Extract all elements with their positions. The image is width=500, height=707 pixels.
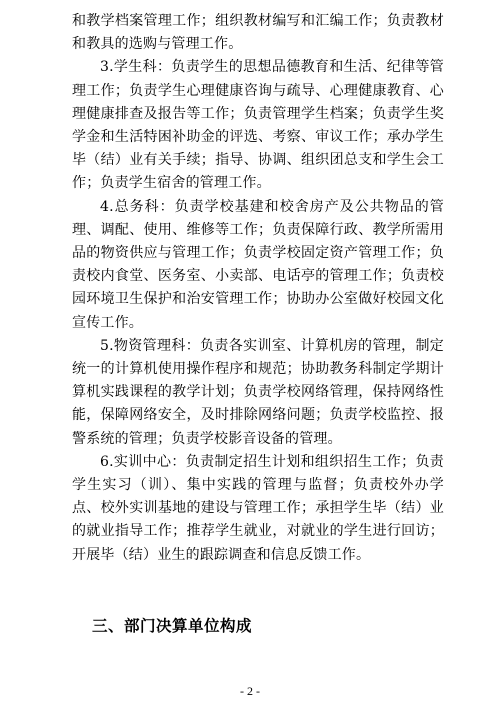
paragraph-materials-management: 5.物资管理科：负责各实训室、计算机房的管理，制定统一的计算机使用操作程序和规范；协助教务科制定学期计算机实践课程的教学计划；负责学校网络管理，保持网络性能，保障网络安全，及时排除网络问题；负责学校监控、报警系统的管理；负责学校影音设备的管理。: [72, 337, 444, 447]
paragraph-student-affairs: 3.学生科：负责学生的思想品德教育和生活、纪律等管理工作；负责学生心理健康咨询与疏导、心理健康教育、心理健康排查及报告等工作；负责管理学生档案；负责学生奖学金和生活特困补助金的评选、考察、审议工作；承办学生毕（结）业有关手续；指导、协调、组织团总支和学生会工作；负责学生宿舍的管理工作。: [72, 59, 444, 192]
paragraph-training-center: 6.实训中心：负责制定招生计划和组织招生工作；负责学生实习（训）、集中实践的管理与监督；负责校外办学点、校外实训基地的建设与管理工作；承担学生毕（结）业的就业指导工作；推荐学生就业，对就业的学生进行回访；开展毕（结）业生的跟踪调查和信息反馈工作。: [72, 453, 444, 563]
paragraph-continuation: 和教学档案管理工作；组织教材编写和汇编工作；负责教材和教具的选购与管理工作。: [72, 13, 444, 53]
section-heading: 三、部门决算单位构成: [92, 617, 253, 635]
paragraph-general-affairs: 4.总务科：负责学校基建和校舍房产及公共物品的管理、调配、使用、维修等工作；负责保障行政、教学所需用品的物资供应与管理工作；负责学校固定资产管理工作；负责校内食堂、医务室、小卖部、电话亭的管理工作；负责校园环境卫生保护和治安管理工作；协助办公室做好校园文化宣传工作。: [72, 198, 444, 331]
document-body: [72, 10, 444, 567]
page-number: - 2 -: [240, 684, 260, 698]
